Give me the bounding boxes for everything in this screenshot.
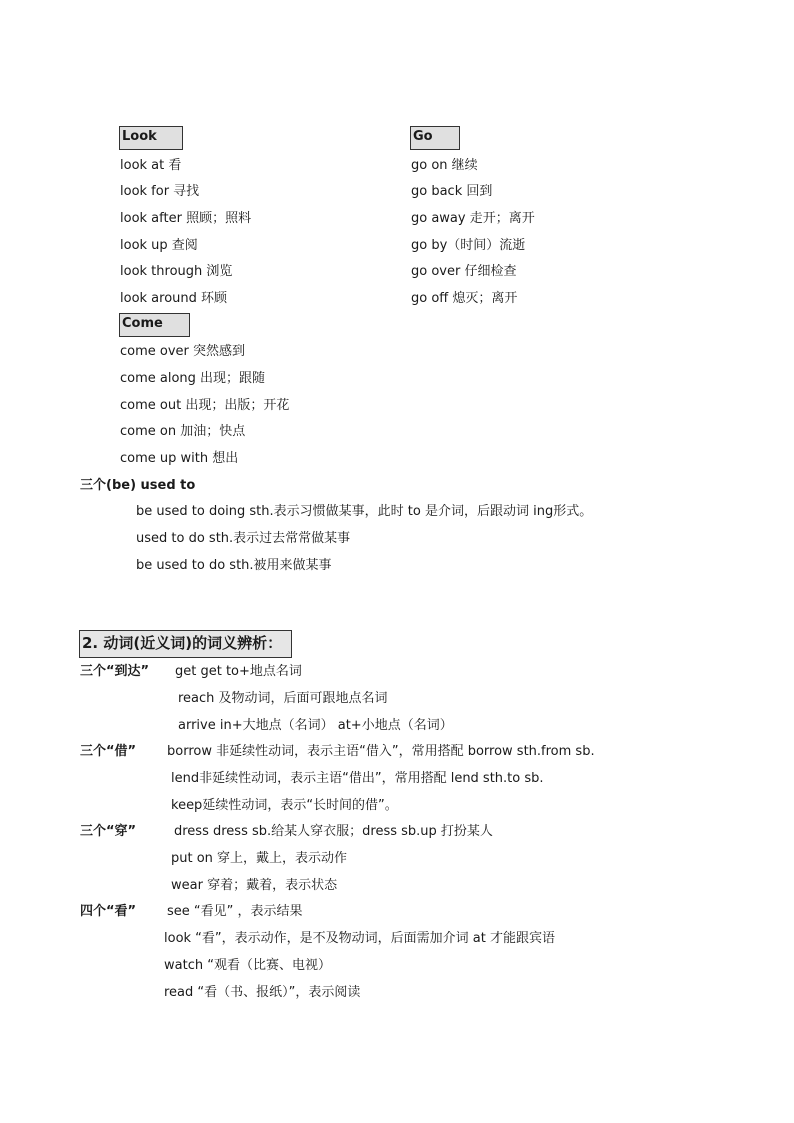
go-item: go on 继续 [411,158,478,173]
go-header: Go [410,126,460,150]
definition-row: wear 穿着；戴着，表示状态 [171,878,338,893]
come-item: come over 突然感到 [120,344,246,359]
go-item: go away 走开；离开 [411,211,535,226]
definition-row: look “看”，表示动作，是不及物动词，后面需加介词 at 才能跟宾语 [164,931,555,946]
come-item: come on 加油；快点 [120,424,246,439]
look-header: Look [119,126,183,150]
definition-row: arrive in+大地点（名词） at+小地点（名词） [178,718,453,733]
group-label-see: 四个“看” [80,904,137,919]
look-item: look around 环顾 [120,291,228,306]
definition-row: reach 及物动词，后面可跟地点名词 [178,691,388,706]
definition-row: see “看见” ，表示结果 [167,904,303,919]
group-label-arrive: 三个“到达” [80,664,150,679]
used-to-title: 三个(be) used to [80,478,196,493]
come-item: come along 出现；跟随 [120,371,266,386]
group-label-borrow: 三个“借” [80,744,137,759]
definition-row: watch “观看（比赛、电视） [164,958,331,973]
go-item: go by（时间）流逝 [411,238,526,253]
come-item: come up with 想出 [120,451,239,466]
definition-row: lend非延续性动词，表示主语“借出”，常用搭配 lend sth.to sb. [171,771,544,786]
definition-row: put on 穿上，戴上，表示动作 [171,851,348,866]
definition-row: keep延续性动词，表示“长时间的借”。 [171,798,398,813]
used-to-item: be used to do sth.被用来做某事 [136,558,332,573]
look-item: look for 寻找 [120,184,200,199]
go-item: go back 回到 [411,184,493,199]
come-header: Come [119,313,190,337]
definition-row: read “看（书、报纸）”，表示阅读 [164,985,361,1000]
used-to-item: be used to doing sth.表示习惯做某事，此时 to 是介词，后跟动词 ing形式。 [136,504,593,519]
group-label-wear: 三个“穿” [80,824,137,839]
go-item: go off 熄灭；离开 [411,291,518,306]
go-item: go over 仔细检查 [411,264,517,279]
definition-row: get get to+地点名词 [175,664,302,679]
look-item: look up 查阅 [120,238,198,253]
used-to-item: used to do sth.表示过去常常做某事 [136,531,351,546]
look-item: look at 看 [120,158,182,173]
look-item: look through 浏览 [120,264,233,279]
look-item: look after 照顾；照料 [120,211,252,226]
come-item: come out 出现；出版；开花 [120,398,290,413]
definition-row: borrow 非延续性动词，表示主语“借入”，常用搭配 borrow sth.from sb. [167,744,595,759]
section-heading: 2. 动词(近义词)的词义辨析： [79,630,292,658]
definition-row: dress dress sb.给某人穿衣服；dress sb.up 打扮某人 [174,824,493,839]
